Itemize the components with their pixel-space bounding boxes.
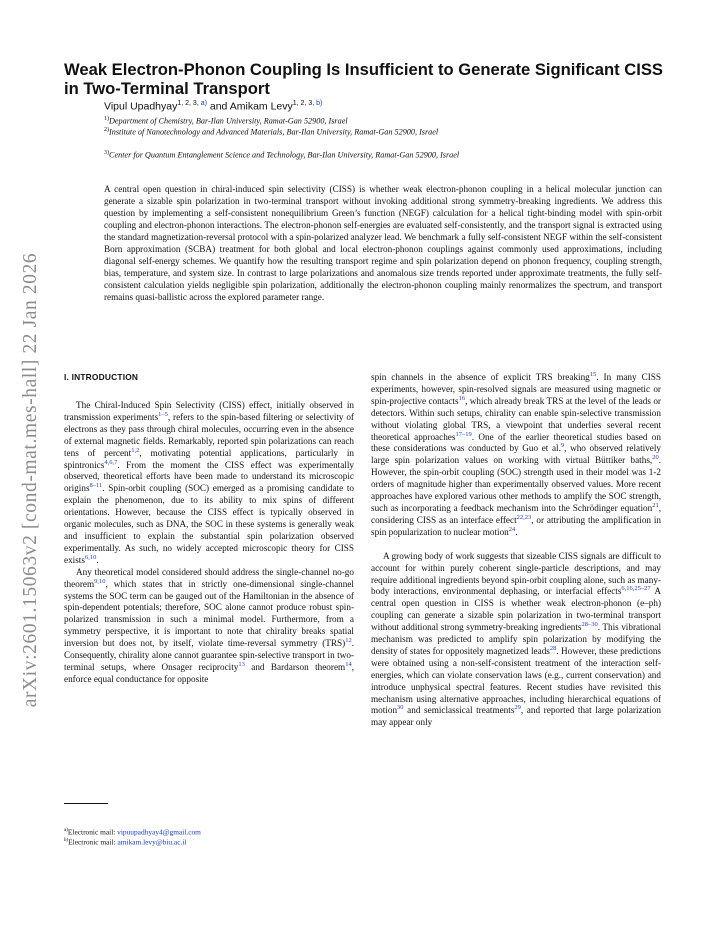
body-text: spin channels in the absence of explicit TRS breaking [371,372,590,382]
citation-link[interactable]: 8–11 [89,482,103,490]
citation-link[interactable]: 1,2 [131,446,140,454]
citation-link[interactable]: 29 [514,704,521,712]
arxiv-sidebar-stamp [6,200,56,760]
citation-link[interactable]: 20 [652,454,659,462]
citation-link[interactable]: 9,10 [94,577,106,585]
footnote-rule [64,803,108,804]
footnote-link[interactable]: b) [316,100,323,107]
body-text: . [515,526,518,537]
body-text: . [96,554,99,565]
paragraph [64,400,354,567]
body-text: . Spin-orbit coupling (SOC) emerged as a promising candidate to explain the phenomenon, due to its ability to mix spins of different orientations. However, because the CISS effect is typically observed in organic molecules, such as DNA, the SOC in these systems is generally weak and insufficient to explain the substantial spin polarization observed experimentally. As such, no widely accepted microscopic theory for CISS exists [64,483,354,565]
paragraph [371,372,661,539]
affiliation: $^{3)}$Center for Quantum Entanglement Science and Technology, Bar-Ilan University, Ramat-Gan 52900, Israel [104,150,460,160]
citation-link[interactable]: 14 [345,660,352,668]
paragraph [64,567,354,686]
body-text: The Chiral-Induced Spin Selectivity (CISS) effect, initially observed in transmission experiments [64,400,354,422]
citation-link[interactable]: 16 [458,394,466,402]
email-link[interactable]: amikam.levy@biu.ac.il [117,837,187,847]
body-text: , who observed relatively large spin polarization values on working with virtual Büttiker baths, [371,443,661,466]
footnote: $^{a)}$Electronic mail: vipuupadhyay4@gmail.com [64,827,201,837]
citation-link[interactable]: 28–30 [581,621,598,629]
section-heading: I. INTRODUCTION [64,372,139,382]
affiliation-marks: 1, 2, 3, b) [292,100,323,107]
citation-link[interactable]: 6,16,25–27 [621,585,651,593]
email-link[interactable]: vipuupadhyay4@gmail.com [117,827,201,837]
citation-link[interactable]: 21 [652,501,659,509]
body-text: . In many CISS experiments, however, spin-resolved signals are measured using magnetic or spin-projective contacts [371,372,661,406]
left-column [64,400,354,686]
affiliation: $^{1)}$Department of Chemistry, Bar-Ilan University, Ramat-Gan 52900, Israel [104,116,348,126]
paragraph [371,551,661,730]
body-text: . From the moment the CISS effect was experimentally observed, theoretical efforts have been made to understand its microscopic origins [64,459,354,494]
author-conjunction: and [206,100,230,113]
affiliation: $^{2)}$Institute of Nanotechnology and Advanced Materials, Bar-Ilan University, Ramat-Gan 52900, Israel [104,127,439,137]
author-name: Vipul Upadhyay [104,100,178,113]
citation-link[interactable]: 13 [238,660,245,668]
body-text: , enforce equal conductance for opposite [64,661,354,684]
body-text: A growing body of work suggests that sizeable CISS signals are difficult to account for within purely coherent single-particle descriptions, and may require additional ingredients beyond spin-orbit coupling alone, such as many-body interactions, environmental dephasing, or interfacial effects [371,550,661,597]
body-text: , considering CISS as an interface effect [371,502,661,525]
citation-link[interactable]: 15 [589,370,597,378]
body-text: , motivating potential applications, particularly in spintronics [64,447,354,470]
body-text: . One of the earlier theoretical studies based on these considerations was conducted by Guo et al. [371,431,661,454]
abstract: A central open question in chiral-induced spin selectivity (CISS) is whether weak electron-phonon coupling in a helical molecular junction can generate a sizable spin polarization in two-terminal transport without invoking additional strong symmetry-breaking ingredients. We address this question by implementing a self-consistent nonequilibrium Green’s function (NEGF) calculation for a helical tight-binding model with spin-orbit coupling and electron-phonon interactions. The electron-phonon self-energies are evaluated self-consistently, and the transport signal is extracted using the standard magnetization-reversal protocol with a spin-polarized analyzer lead. We benchmark a fully self-consistent NEGF within the self-consistent Born approximation (SCBA) treatment for both global and local electron-phonon couplings against commonly used approximations, including diagonal self-energy schemes. We quantify how the resulting transport regime and spin polarization depend on phonon frequency, coupling strength, bias, temperature, and system size. In contrast to large polarizations and anomalous size trends reported under approximate treatments, the fully self-consistent calculation yields negligible spin polarization, additionally the electron-phonon coupling mainly renormalizes the spectrum, and transport remains quasi-ballistic across the explored parameter range. [104,184,662,302]
body-text: , which states that in strictly one-dimensional single-channel systems the SOC term can be gauged out of the Hamiltonian in the absence of spin-dependent potentials; therefore, SOC alone cannot produce robust spin-polarized transmission in such a minimal model. Furthermore, from a symmetry perspective, it is important to note that chirality breaks spatial inversion but does not, by itself, violate time-reversal symmetry (TRS) [64,578,354,649]
right-column [371,372,661,729]
citation-link[interactable]: 24 [508,525,516,533]
author-line [104,100,322,113]
arxiv-identifier: arXiv:2601.15063v2 [cond-mat.mes-hall] 22 Jan 2026 [20,252,41,708]
body-text: . However, these predictions were obtained using a non-self-consistent treatment of the interaction self-energies, which can violate conservation laws (e.g., current conservation) and introduce unphysical spectral features. Recent studies have revisited this mechanism using alternative approaches, including hierarchical equations of motion [371,645,661,716]
body-text: and semiclassical treatments [403,705,515,716]
body-text: . However, the spin-orbit coupling (SOC) strength used in their model was 1-2 orders of magnitude higher than experimentally observed values. More recent approaches have explored various other methods to amplify the SOC strength, such as incorporating a feedback mechanism into the Schrödinger equation [371,455,661,513]
body-text: . Consequently, chirality alone cannot guarantee spin-selective transport in two-terminal setups, where Onsager reciprocity [64,638,354,672]
citation-link[interactable]: 6,10 [84,553,97,561]
citation-link[interactable]: 17–19 [455,430,472,438]
citation-link[interactable]: 4,6,7 [104,458,118,466]
citation-link[interactable]: 22,23 [516,513,532,521]
paper-title: Weak Electron-Phonon Coupling Is Insufficient to Generate Significant CISS in Two-Terminal Transport [64,60,663,98]
body-text: A central open question in CISS is whether weak electron-phonon (e–ph) coupling can generate a sizable spin polarization in two-terminal transport without additional strong symmetry-breaking ingredients [371,586,661,633]
footnote: $^{b)}$Electronic mail: amikam.levy@biu.ac.il [64,837,187,847]
citation-link[interactable]: 12 [345,637,352,645]
citation-link[interactable]: 28 [549,644,557,652]
body-text: , which already break TRS at the level of the leads or detectors. Within such setups, chirality can enable spin-selective transmission without violating global TRS, a viewpoint that underlies several recent theoretical approaches [371,395,661,442]
citation-link[interactable]: 1–5 [158,410,168,418]
citation-link[interactable]: 9 [560,442,565,450]
body-text: . This vibrational mechanism was predicted to amplify spin polarization by modifying the density of states for oppositely magnetized leads [371,622,662,656]
body-text: , refers to the spin-based filtering or selectivity of electrons as they pass through chiral molecules, occurring even in the absence of external magnetic fields. Remarkably, reported spin polarizations can reach tens of percent [64,411,354,458]
body-text: Any theoretical model considered should address the single-channel no-go theorem [64,566,354,589]
footnote-link[interactable]: a) [200,100,207,107]
citation-link[interactable]: 30 [397,704,404,712]
author-name: Amikam Levy [229,100,293,113]
body-text: and Bardarson theorem [244,661,346,672]
body-text: , and reported that large polarization may appear only [371,705,661,728]
affiliation-marks: 1, 2, 3, a) [177,100,207,107]
body-text: , or attributing the amplification in spin popularization to nuclear motion [371,514,661,537]
